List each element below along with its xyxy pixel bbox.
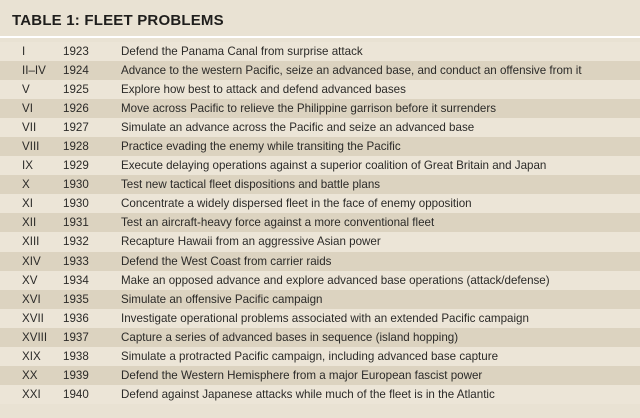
fleet-problem-number: I bbox=[22, 45, 26, 58]
fleet-problem-objective: Defend the West Coast from carrier raids bbox=[121, 254, 332, 268]
table-row bbox=[0, 385, 640, 404]
fleet-problem-year: 1923 bbox=[63, 45, 89, 58]
table-row bbox=[0, 61, 640, 80]
table-row bbox=[0, 175, 640, 194]
fleet-problem-number: XIV bbox=[22, 254, 41, 268]
fleet-problem-number: XI bbox=[22, 197, 33, 211]
table-row bbox=[0, 194, 640, 213]
fleet-problem-year: 1926 bbox=[63, 102, 89, 116]
table-row bbox=[0, 213, 640, 232]
fleet-problem-objective: Test new tactical fleet dispositions and battle plans bbox=[121, 178, 381, 192]
fleet-problem-objective: Move across Pacific to relieve the Philippine garrison before it surrenders bbox=[121, 102, 497, 116]
table-row bbox=[0, 156, 640, 175]
fleet-problem-number: XIII bbox=[22, 235, 40, 249]
fleet-problem-objective: Concentrate a widely dispersed fleet in the face of enemy opposition bbox=[121, 197, 472, 211]
fleet-problem-objective: Simulate an offensive Pacific campaign bbox=[121, 292, 323, 306]
table-row bbox=[0, 328, 640, 347]
fleet-problem-year: 1929 bbox=[63, 159, 89, 173]
fleet-problem-objective: Recapture Hawaii from an aggressive Asian power bbox=[121, 235, 381, 249]
fleet-problem-year: 1938 bbox=[63, 349, 89, 363]
fleet-problem-number: XII bbox=[22, 216, 37, 230]
fleet-problem-objective: Simulate an advance across the Pacific and seize an advanced base bbox=[121, 121, 475, 135]
table-row bbox=[0, 42, 640, 61]
fleet-problem-number: XX bbox=[22, 368, 38, 382]
table-row bbox=[0, 290, 640, 309]
fleet-problem-number: VII bbox=[22, 121, 37, 135]
fleet-problem-objective: Practice evading the enemy while transiting the Pacific bbox=[121, 140, 401, 154]
table-row bbox=[0, 137, 640, 156]
table-row bbox=[0, 232, 640, 251]
fleet-problem-objective: Execute delaying operations against a superior coalition of Great Britain and Japan bbox=[121, 159, 547, 173]
fleet-problem-number: V bbox=[22, 83, 30, 97]
fleet-problem-objective: Make an opposed advance and explore advanced base operations (attack/defense) bbox=[121, 273, 550, 287]
fleet-problem-year: 1930 bbox=[63, 178, 89, 192]
fleet-problem-objective: Defend the Panama Canal from surprise attack bbox=[121, 45, 363, 58]
fleet-problem-objective: Defend against Japanese attacks while much of the fleet is in the Atlantic bbox=[121, 387, 495, 401]
table-row bbox=[0, 118, 640, 137]
fleet-problem-year: 1927 bbox=[63, 121, 89, 135]
fleet-problem-number: XVIII bbox=[22, 330, 48, 344]
fleet-problem-number: II–IV bbox=[22, 64, 46, 78]
fleet-problem-objective: Explore how best to attack and defend advanced bases bbox=[121, 83, 406, 97]
fleet-problem-year: 1934 bbox=[63, 273, 89, 287]
fleet-problem-objective: Investigate operational problems associated with an extended Pacific campaign bbox=[121, 311, 529, 325]
fleet-problem-objective: Test an aircraft-heavy force against a more conventional fleet bbox=[121, 216, 435, 230]
fleet-problem-number: XXI bbox=[22, 387, 41, 401]
table-body bbox=[0, 42, 640, 404]
fleet-problem-year: 1931 bbox=[63, 216, 89, 230]
fleet-problem-year: 1939 bbox=[63, 368, 89, 382]
fleet-problem-objective: Advance to the western Pacific, seize an advanced base, and conduct an offensive from it bbox=[121, 64, 582, 78]
table-row bbox=[0, 252, 640, 271]
fleet-problem-year: 1940 bbox=[63, 387, 89, 401]
fleet-problem-objective: Capture a series of advanced bases in sequence (island hopping) bbox=[121, 330, 459, 344]
table-row bbox=[0, 347, 640, 366]
fleet-problem-number: IX bbox=[22, 159, 33, 173]
fleet-problem-year: 1933 bbox=[63, 254, 89, 268]
fleet-problem-year: 1936 bbox=[63, 311, 89, 325]
fleet-problem-objective: Defend the Western Hemisphere from a major European fascist power bbox=[121, 368, 483, 382]
fleet-problem-number: VIII bbox=[22, 140, 40, 154]
fleet-problem-year: 1925 bbox=[63, 83, 89, 97]
fleet-problem-year: 1928 bbox=[63, 140, 89, 154]
fleet-problem-year: 1932 bbox=[63, 235, 89, 249]
title-divider bbox=[0, 36, 640, 38]
fleet-problem-number: XVII bbox=[22, 311, 44, 325]
table-row bbox=[0, 80, 640, 99]
fleet-problem-number: XVI bbox=[22, 292, 41, 306]
fleet-problem-number: VI bbox=[22, 102, 33, 116]
fleet-problem-year: 1930 bbox=[63, 197, 89, 211]
table-title: TABLE 1: FLEET PROBLEMS bbox=[12, 12, 224, 29]
table-row bbox=[0, 99, 640, 118]
table-row bbox=[0, 309, 640, 328]
table-row bbox=[0, 271, 640, 290]
fleet-problem-number: XV bbox=[22, 273, 38, 287]
fleet-problem-objective: Simulate a protracted Pacific campaign, including advanced base capture bbox=[121, 349, 499, 363]
fleet-problem-number: X bbox=[22, 178, 30, 192]
table-row bbox=[0, 366, 640, 385]
fleet-problem-number: XIX bbox=[22, 349, 41, 363]
fleet-problem-year: 1937 bbox=[63, 330, 89, 344]
fleet-problem-year: 1924 bbox=[63, 64, 89, 78]
fleet-problem-year: 1935 bbox=[63, 292, 89, 306]
